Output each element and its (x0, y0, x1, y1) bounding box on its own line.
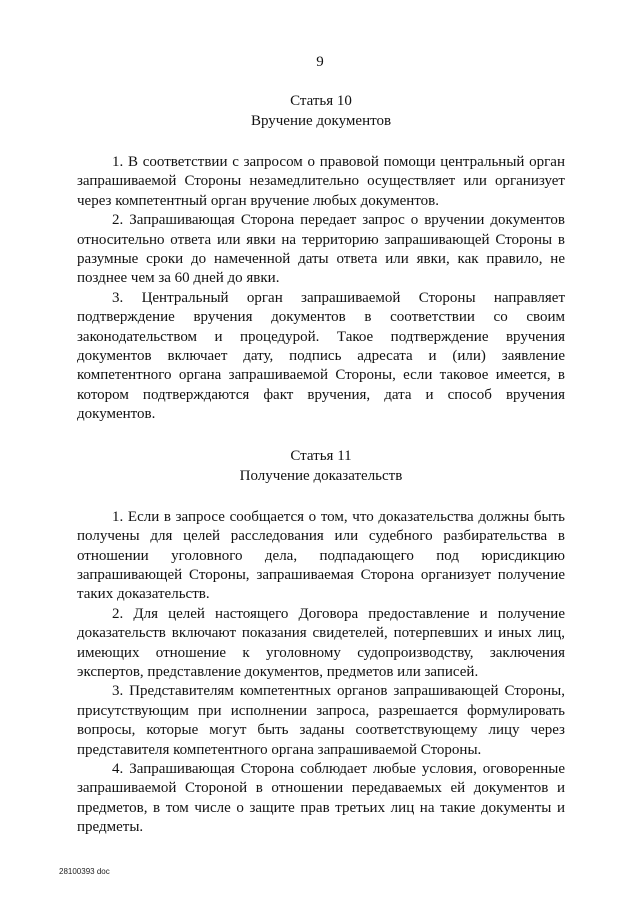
page-number: 9 (316, 54, 324, 70)
article-11-paragraph-4: 4. Запрашивающая Сторона соблюдает любые условия, оговоренные запрашиваемой Стороной в отношении передаваемых ей документов и предметов, в том числе о защите прав третьих лиц на такие документы и предметы. (77, 760, 565, 836)
article-10 (77, 91, 565, 425)
article-10-paragraph-3: 3. Центральный орган запрашиваемой Стороны направляет подтверждение вручения документов в соответствии со своим законодательством и процедурой. Такое подтверждение вручения документов включает дату, подпись адресата и (или) заявление компетентного органа запрашиваемой Стороны, если таковое имеется, в котором подтверждаются факт вручения, дата и способ вручения документов. (77, 289, 565, 423)
article-11 (77, 446, 565, 838)
article-10-paragraph-2: 2. Запрашивающая Сторона передает запрос о вручении документов относительно ответа или явки на территорию запрашивающей Стороны в разумные сроки до намеченной даты ответа или явки, как правило, не позднее чем за 60 дней до явки. (77, 212, 565, 287)
file-reference-footer: 28100393 doc (59, 867, 110, 876)
article-10-number: Статья 10 (290, 93, 352, 109)
article-11-paragraph-2: 2. Для целей настоящего Договора предоставление и получение доказательств включают показания свидетелей, потерпевших и иных лиц, имеющих отношение к уголовному судопроизводству, заключения экспертов, представление документов, предметов или записей. (77, 605, 565, 680)
article-11-paragraph-1: 1. Если в запросе сообщается о том, что доказательства должны быть получены для целей расследования или судебного разбирательства в отношении уголовного дела, подпадающего под юрисдикцию запрашивающей Стороны, запрашиваемая Сторона организует получение таких доказательств. (77, 508, 565, 603)
document-body (77, 91, 565, 838)
article-11-paragraph-3: 3. Представителям компетентных органов запрашивающей Стороны, присутствующим при исполнении запроса, разрешается формулировать вопросы, которые могут быть заданы соответствующему лицу через представителя компетентного органа запрашиваемой Стороны. (77, 683, 565, 758)
article-10-paragraph-1: 1. В соответствии с запросом о правовой помощи центральный орган запрашиваемой Стороны незамедлительно осуществляет или организует через компетентный орган вручение любых документов. (77, 154, 565, 209)
article-11-number: Статья 11 (290, 447, 352, 464)
article-10-title: Вручение документов (250, 113, 392, 129)
article-11-title: Получение доказательств (239, 467, 403, 484)
